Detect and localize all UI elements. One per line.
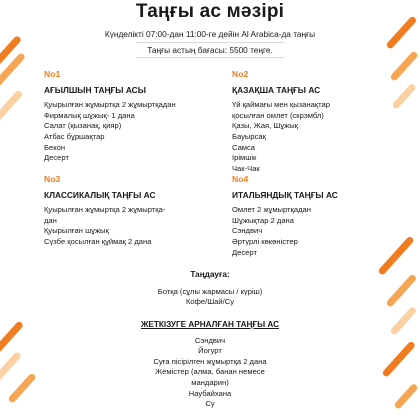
menu-block-2 [232, 69, 410, 174]
menu-item: Салат (қызанақ, қияр) [44, 121, 122, 131]
menu-block-4 [232, 174, 410, 258]
menu-heading: КЛАССИКАЛЫҚ ТАҢҒЫ АС [44, 189, 156, 200]
choice-item: Кофе/Шай/Су [185, 297, 235, 307]
menu-item: Атбас бұршақтар [44, 131, 105, 141]
menu-item: дан [44, 215, 57, 225]
delivery-section [0, 320, 420, 410]
menu-item: Десерт [44, 153, 69, 163]
delivery-item: Жемістер (алма, банан немесе [155, 367, 265, 377]
choice-section [0, 270, 420, 308]
menu-item: Омлет 2 жұмыртқадан [232, 205, 311, 215]
menu-heading: АҒЫЛШЫН ТАҢҒЫ АСЫ [44, 84, 146, 95]
delivery-item: Йогурт [198, 346, 222, 356]
schedule-text: Күнделікті 07:00-дан 11:00-ге дейін Al Arabica-да таңғы [104, 29, 316, 39]
menu-item: Қуырылған жұмыртқа 2 жұмыртқадан [44, 100, 176, 110]
delivery-heading: ЖЕТКІЗУГЕ АРНАЛҒАН ТАҢҒЫ АС [140, 320, 280, 329]
menu-item: Қуырылған жұмыртқа 2 жұмыртқа- [44, 205, 166, 215]
menu-item: Чак-Чак [232, 163, 260, 173]
menu-number: No3 [44, 174, 61, 184]
menu-item: Фирмалық шұжық- 1 дана [44, 110, 135, 120]
menu-item: Сэндвич [232, 226, 263, 236]
price-text: Таңғы астың бағасы: 5500 теңге. [147, 45, 273, 55]
menu-block-1 [44, 69, 222, 164]
page-title: Таңғы ас мәзірі [135, 1, 285, 22]
choice-item: Ботқа (сұлы жармасы / күріш) [157, 286, 263, 296]
menu-block-3 [44, 174, 222, 248]
menu-number: No2 [232, 69, 249, 79]
menu-heading: ИТАЛЬЯНДЫҚ ТАҢҒЫ АС [232, 189, 338, 200]
delivery-item: Суға пісірілген жұмыртқа 2 дана [153, 356, 267, 366]
delivery-item: Су [205, 399, 215, 409]
delivery-item: Наубайхана [188, 388, 232, 398]
menu-item: Әртүрлі көкөністер [232, 236, 298, 246]
menu-item: Қазы, Жая, Шұжық [232, 121, 298, 131]
menu-item: Сүзбе қосылған құймақ 2 дана [44, 236, 152, 246]
divider [136, 57, 284, 58]
menu-number: No1 [44, 69, 61, 79]
menu-item: Бекон [44, 142, 66, 152]
menu-number: No4 [232, 174, 249, 184]
delivery-item: мандарин) [191, 377, 229, 387]
menu-item: Үй қаймағы мен қызанақтар [232, 100, 330, 110]
menu-heading: ҚАЗАҚША ТАҢҒЫ АС [232, 84, 321, 95]
menu-item: Десерт [232, 247, 257, 257]
delivery-item: Сэндвич [194, 335, 226, 345]
menu-item: Бауырсақ [232, 131, 266, 141]
menu-item: Самса [232, 142, 256, 152]
menu-item: Қуырылған шұжық [44, 226, 109, 236]
divider [136, 42, 284, 43]
menu-item: Ірімшік [232, 153, 257, 163]
menu-item: Шұжықтар 2 дана [232, 215, 294, 225]
choice-heading: Таңдауға: [190, 270, 230, 279]
menu-item: қосылған омлет (скрэмбл) [232, 110, 324, 120]
